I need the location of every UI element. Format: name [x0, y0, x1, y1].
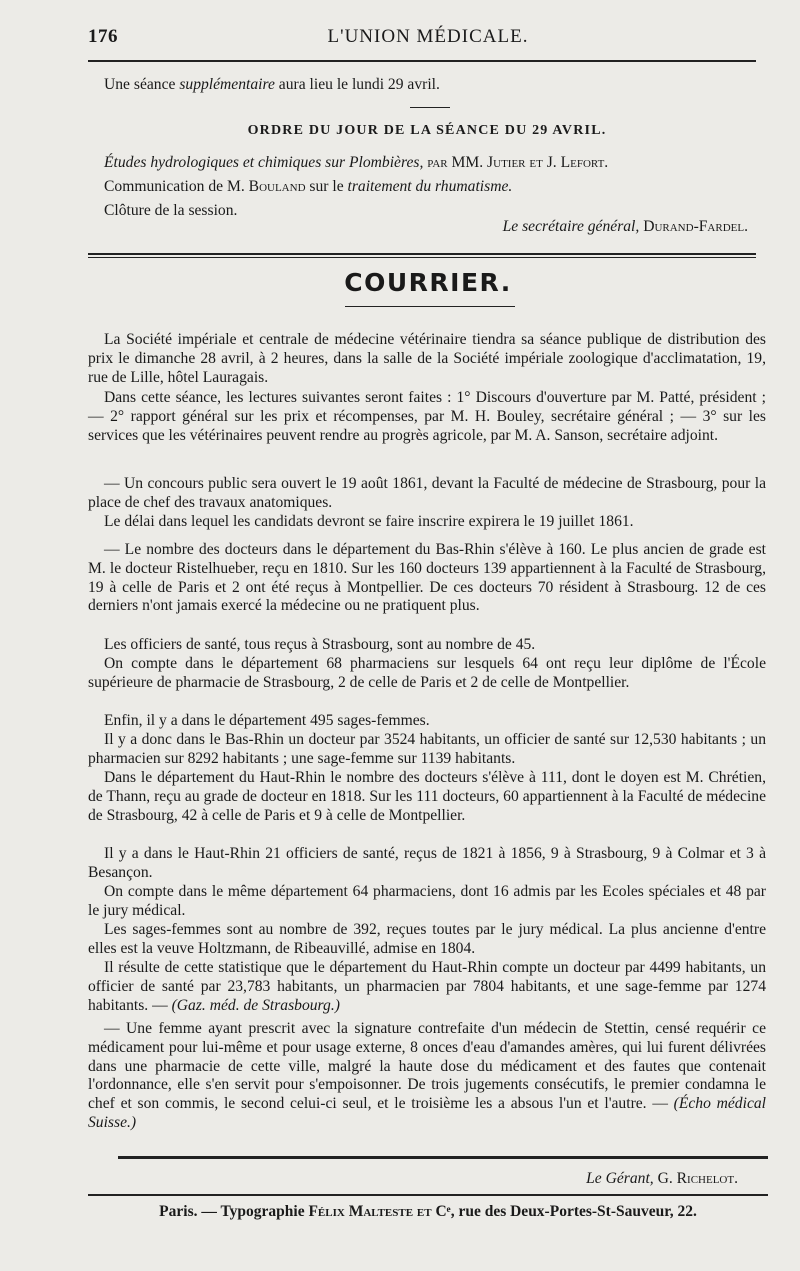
- paragraph-haut-rhin-pharmacists: On compte dans le même département 64 pharmaciens, dont 16 admis par les Ecoles spéciales et 48 par le jury médical.: [88, 883, 766, 919]
- double-rule-top: [88, 253, 756, 255]
- paragraph-stettin-poisoning: — Une femme ayant prescrit avec la signature contrefaite d'un médecin de Stettin, censé requérir ce médicament pour lui-même et pour usage externe, 8 onces d'eau d'amandes amères, qui lui furent délivrées dans une pharmacie de cette ville, malgré la haute dose du médicament et des fautes que contenait l'ordonnance, elle s'en servit pour s'empoisonner. De trois jugements consécutifs, le premier condamna le chef et son commis, le second celui-ci seul, et le troisième les a absous l'un et l'autre. — (Écho médical Suisse.): [88, 1020, 766, 1131]
- section-title-courrier: COURRIER.: [344, 268, 512, 297]
- paragraph-haut-rhin-doctors: Dans le département du Haut-Rhin le nombre des docteurs s'élève à 111, dont le doyen est M. Chrétien, de Thann, reçu au grade de docteur en 1818. Sur les 111 docteurs, 60 appartiennent à la Faculté de médecine de Strasbourg, 42 à celle de Paris et 9 à celle de Montpellier.: [88, 769, 766, 824]
- paragraph-registration-deadline: Le délai dans lequel les candidats devront se faire inscrire expirera le 19 juillet 1861.: [104, 513, 634, 530]
- agenda-item-closing: Clôture de la session.: [104, 202, 238, 219]
- agenda-heading: ORDRE DU JOUR DE LA SÉANCE DU 29 AVRIL.: [247, 123, 607, 138]
- paragraph-bas-rhin-doctors: — Le nombre des docteurs dans le département du Bas-Rhin s'élève à 160. Le plus ancien de grade est M. le docteur Ristelhueber, reçu en 1810. Sur les 160 docteurs 139 appartiennent à la Faculté de Strasbourg, 19 à celle de Paris et 2 ont été reçus à Montpellier. De ces docteurs 70 résident à Strasbourg. 12 de ces derniers n'ont jamais exercé la médecine ou ne pratiquent plus.: [88, 541, 766, 615]
- secretary-signature: Le secrétaire général, Durand-Fardel.: [502, 218, 748, 235]
- agenda-item-hydrology: Études hydrologiques et chimiques sur Plombières, par MM. Jutier et J. Lefort.: [104, 154, 609, 171]
- double-rule-bottom: [88, 257, 756, 258]
- paragraph-haut-rhin-officers: Il y a dans le Haut-Rhin 21 officiers de santé, reçus de 1821 à 1856, 9 à Strasbourg, 9 à Colmar et 3 à Besançon.: [88, 845, 766, 881]
- paragraph-health-officers: Les officiers de santé, tous reçus à Strasbourg, sont au nombre de 45.: [104, 636, 536, 653]
- source-echo-medical: (Écho médical Suisse.): [88, 1095, 766, 1131]
- running-title: L'UNION MÉDICALE.: [327, 26, 529, 47]
- agenda-item-communication: Communication de M. Bouland sur le traitement du rhumatisme.: [104, 178, 513, 195]
- closing-rule: [118, 1156, 768, 1159]
- imprint-rule: [88, 1194, 768, 1196]
- section-title-underline: [345, 306, 515, 307]
- paragraph-haut-rhin-midwives: Les sages-femmes sont au nombre de 392, reçues toutes par le jury médical. La plus ancienne d'entre elles est la veuve Holtzmann, de Ribeauvillé, admise en 1804.: [88, 921, 766, 957]
- short-rule: [410, 107, 450, 108]
- source-gazette: (Gaz. méd. de Strasbourg.): [171, 996, 340, 1014]
- paragraph-session-readings: Dans cette séance, les lectures suivantes seront faites : 1° Discours d'ouverture par M. Patté, président ; — 2° rapport général sur les prix et récompenses, par M. H. Bouley, secrétaire général ; — 3° sur les services que les vétérinaires peuvent rendre au progrès agricole, par M. A. Sanson, secrétaire adjoint.: [88, 389, 766, 444]
- paragraph-public-competition: — Un concours public sera ouvert le 19 août 1861, devant la Faculté de médecine de Strasbourg, pour la place de chef des travaux anatomiques.: [88, 475, 766, 511]
- header-rule: [88, 60, 756, 62]
- paragraph-midwives: Enfin, il y a dans le département 495 sages-femmes.: [104, 712, 430, 729]
- paragraph-haut-rhin-ratios: Il résulte de cette statistique que le département du Haut-Rhin compte un docteur par 4499 habitants, un officier de santé par 23,783 habitants, un pharmacien par 7804 habitants, et une sage-femme par 1274 habitants. — (Gaz. méd. de Strasbourg.): [88, 959, 766, 1014]
- paragraph-pharmacists: On compte dans le département 68 pharmaciens sur lesquels 64 ont reçu leur diplôme de l'École supérieure de pharmacie de Strasbourg, 2 de celle de Paris et 2 de celle de Montpellier.: [88, 655, 766, 691]
- page-number: 176: [88, 26, 118, 47]
- supplementary-session-notice: Une séance supplémentaire aura lieu le lundi 29 avril.: [104, 76, 440, 93]
- gerant-signature: Le Gérant, G. Richelot.: [586, 1170, 738, 1187]
- printer-imprint: Paris. — Typographie Félix Malteste et Cᵉ, rue des Deux-Portes-St-Sauveur, 22.: [159, 1203, 697, 1220]
- paragraph-bas-rhin-ratios: Il y a donc dans le Bas-Rhin un docteur par 3524 habitants, un officier de santé sur 12,530 habitants ; un pharmacien sur 8292 habitants ; une sage-femme sur 1139 habitants.: [88, 731, 766, 767]
- paragraph-veterinary-society: La Société impériale et centrale de médecine vétérinaire tiendra sa séance publique de distribution des prix le dimanche 28 avril, à 2 heures, dans la salle de la Société impériale zoologique d'acclimatation, 19, rue de Lille, hôtel Lauragais.: [88, 331, 766, 386]
- page-header: [88, 26, 768, 56]
